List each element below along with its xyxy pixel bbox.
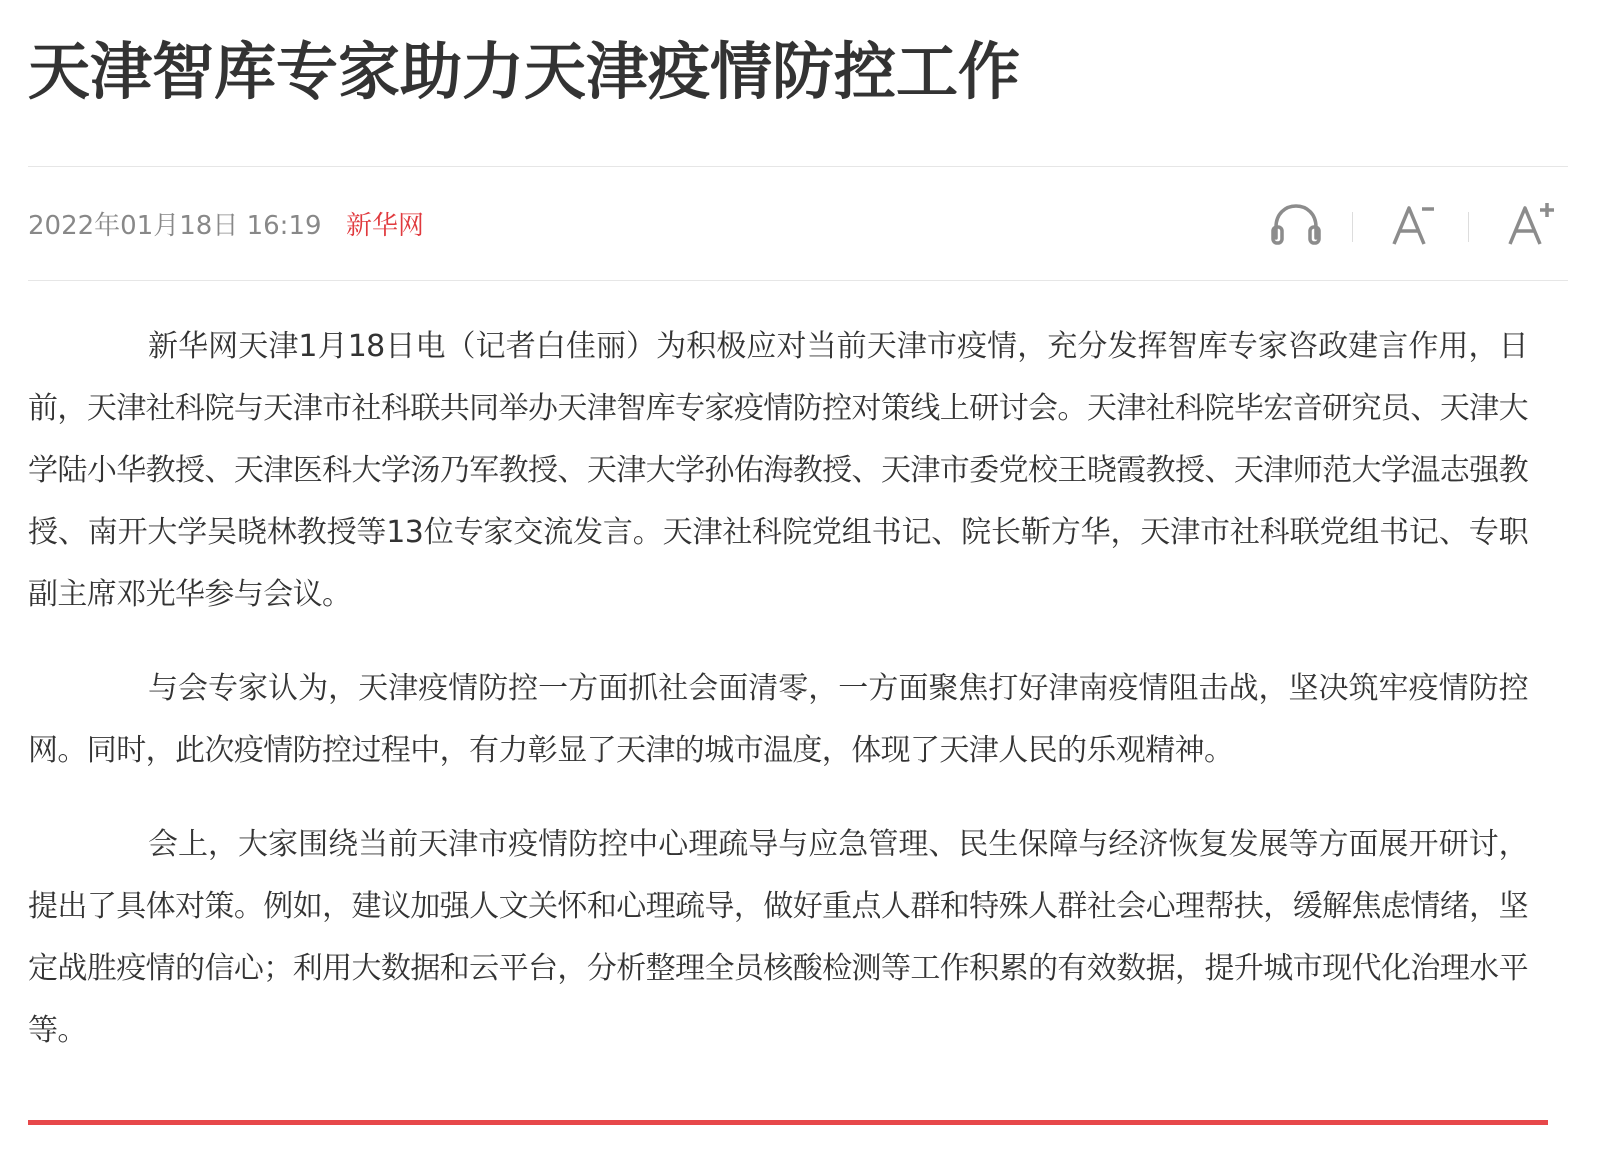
- publish-date: 2022年01月18日 16:19: [28, 211, 322, 241]
- meta-divider: [28, 280, 1568, 281]
- reading-tools: [1268, 200, 1568, 250]
- bottom-accent-rule: [28, 1120, 1548, 1125]
- source-link[interactable]: 新华网: [346, 211, 425, 241]
- paragraph: 会上，大家围绕当前天津市疫情防控中心理疏导与应急管理、民生保障与经济恢复发展等方面展开研讨，提出了具体对策。例如，建议加强人文关怀和心理疏导，做好重点人群和特殊人群社会心理帮扶，缓解焦虑情绪，坚定战胜疫情的信心；利用大数据和云平台，分析整理全员核酸检测等工作积累的有效数据，提升城市现代化治理水平等。: [28, 827, 1528, 1048]
- article-body: [28, 316, 1528, 1094]
- font-decrease-button[interactable]: [1386, 200, 1442, 250]
- title-divider: [28, 166, 1568, 167]
- article-meta: [28, 200, 1568, 254]
- font-increase-icon: [1504, 200, 1560, 250]
- paragraph: 新华网天津1月18日电（记者白佳丽）为积极应对当前天津市疫情，充分发挥智库专家咨政建言作用，日前，天津社科院与天津市社科联共同举办天津智库专家疫情防控对策线上研讨会。天津社科院毕宏音研究员、天津大学陆小华教授、天津医科大学汤乃军教授、天津大学孙佑海教授、天津市委党校王晓霞教授、天津师范大学温志强教授、南开大学吴晓林教授等13位专家交流发言。天津社科院党组书记、院长靳方华，天津市社科联党组书记、专职副主席邓光华参与会议。: [28, 329, 1528, 612]
- font-decrease-icon: [1386, 200, 1442, 250]
- headphones-icon: [1268, 200, 1324, 250]
- font-increase-button[interactable]: [1504, 200, 1560, 250]
- listen-button[interactable]: [1268, 200, 1324, 250]
- paragraph: 与会专家认为，天津疫情防控一方面抓社会面清零，一方面聚焦打好津南疫情阻击战，坚决筑牢疫情防控网。同时，此次疫情防控过程中，有力彰显了天津的城市温度，体现了天津人民的乐观精神。: [28, 671, 1528, 768]
- tool-separator: [1468, 212, 1469, 242]
- article-title: 天津智库专家助力天津疫情防控工作: [28, 35, 1021, 108]
- tool-separator: [1352, 212, 1353, 242]
- article-page: [28, 0, 1568, 1151]
